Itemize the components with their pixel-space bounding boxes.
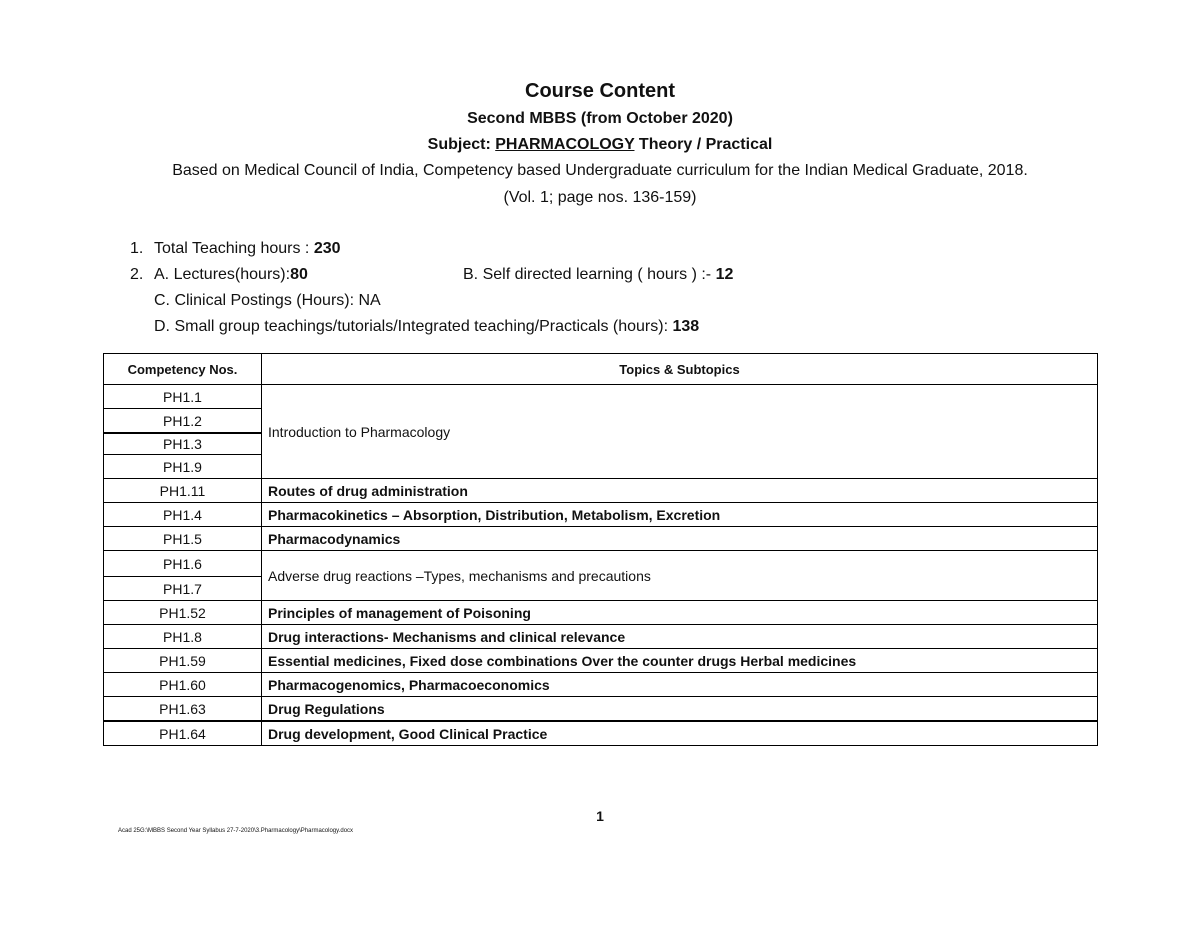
table-row xyxy=(104,551,1098,577)
competency-table xyxy=(103,353,1098,746)
page-number: 1 xyxy=(596,808,604,824)
table-row xyxy=(104,649,1098,673)
table-row xyxy=(104,697,1098,722)
competency-code: PH1.11 xyxy=(104,479,262,503)
small-group-hours xyxy=(154,318,699,336)
table-row xyxy=(104,673,1098,697)
table-row xyxy=(104,721,1098,746)
competency-code: PH1.6 xyxy=(104,551,262,577)
sdl-value: 12 xyxy=(715,266,734,283)
competency-code: PH1.2 xyxy=(104,409,262,434)
competency-code: PH1.3 xyxy=(104,433,262,455)
topic-cell: Pharmacodynamics xyxy=(262,527,1098,551)
subject-line xyxy=(0,136,1200,154)
lectures-value: 80 xyxy=(290,266,308,283)
competency-code: PH1.9 xyxy=(104,455,262,479)
subject-name: PHARMACOLOGY xyxy=(495,136,635,153)
footer-file-path: Acad 25G:\MBBS Second Year Syllabus 27-7-2020\3.Pharmacology\Pharmacology.docx xyxy=(118,828,354,834)
lectures-hours xyxy=(154,266,308,284)
item-1-number: 1. xyxy=(130,240,144,257)
total-hours-label: Total Teaching hours : xyxy=(154,240,314,257)
competency-code: PH1.8 xyxy=(104,625,262,649)
clinical-postings-hours: C. Clinical Postings (Hours): NA xyxy=(154,292,381,309)
topic-cell: Adverse drug reactions –Types, mechanisms and precautions xyxy=(262,551,1098,601)
competency-code: PH1.1 xyxy=(104,385,262,409)
topic-cell: Introduction to Pharmacology xyxy=(262,385,1098,479)
competency-code: PH1.59 xyxy=(104,649,262,673)
self-directed-learning-hours xyxy=(463,266,733,284)
total-hours-value: 230 xyxy=(313,240,341,257)
table-row xyxy=(104,601,1098,625)
small-group-value: 138 xyxy=(672,318,700,335)
sdl-label: B. Self directed learning ( hours ) :- xyxy=(463,266,716,283)
competency-code: PH1.7 xyxy=(104,577,262,601)
subject-suffix: Theory / Practical xyxy=(634,136,773,153)
item-2-number: 2. xyxy=(130,266,144,283)
competency-code: PH1.60 xyxy=(104,673,262,697)
competency-code: PH1.52 xyxy=(104,601,262,625)
curriculum-basis: Based on Medical Council of India, Competency based Undergraduate curriculum for the Indian Medical Graduate, 2018. xyxy=(172,162,1028,179)
table-header-row xyxy=(104,354,1098,385)
table-row xyxy=(104,625,1098,649)
volume-reference: (Vol. 1; page nos. 136-159) xyxy=(503,189,697,206)
competency-code: PH1.5 xyxy=(104,527,262,551)
competency-code: PH1.64 xyxy=(104,721,262,746)
topic-cell: Routes of drug administration xyxy=(262,479,1098,503)
competency-code: PH1.63 xyxy=(104,697,262,722)
topic-cell: Drug Regulations xyxy=(262,697,1098,722)
topic-cell: Pharmacokinetics – Absorption, Distribution, Metabolism, Excretion xyxy=(262,503,1098,527)
lectures-label: A. Lectures(hours): xyxy=(154,266,291,283)
topic-cell: Essential medicines, Fixed dose combinations Over the counter drugs Herbal medicines xyxy=(262,649,1098,673)
subject-prefix: Subject: xyxy=(427,136,496,153)
column-header-competency: Competency Nos. xyxy=(104,354,262,385)
topic-cell: Drug interactions- Mechanisms and clinical relevance xyxy=(262,625,1098,649)
table-row xyxy=(104,527,1098,551)
total-teaching-hours xyxy=(154,240,341,258)
course-subtitle: Second MBBS (from October 2020) xyxy=(467,110,733,127)
small-group-label: D. Small group teachings/tutorials/Integrated teaching/Practicals (hours): xyxy=(154,318,673,335)
topic-cell: Pharmacogenomics, Pharmacoeconomics xyxy=(262,673,1098,697)
competency-code: PH1.4 xyxy=(104,503,262,527)
table-row xyxy=(104,385,1098,409)
table-row xyxy=(104,503,1098,527)
column-header-topics: Topics & Subtopics xyxy=(262,354,1098,385)
page-title: Course Content xyxy=(525,80,675,102)
topic-cell: Drug development, Good Clinical Practice xyxy=(262,721,1098,746)
topic-cell: Principles of management of Poisoning xyxy=(262,601,1098,625)
table-row xyxy=(104,479,1098,503)
